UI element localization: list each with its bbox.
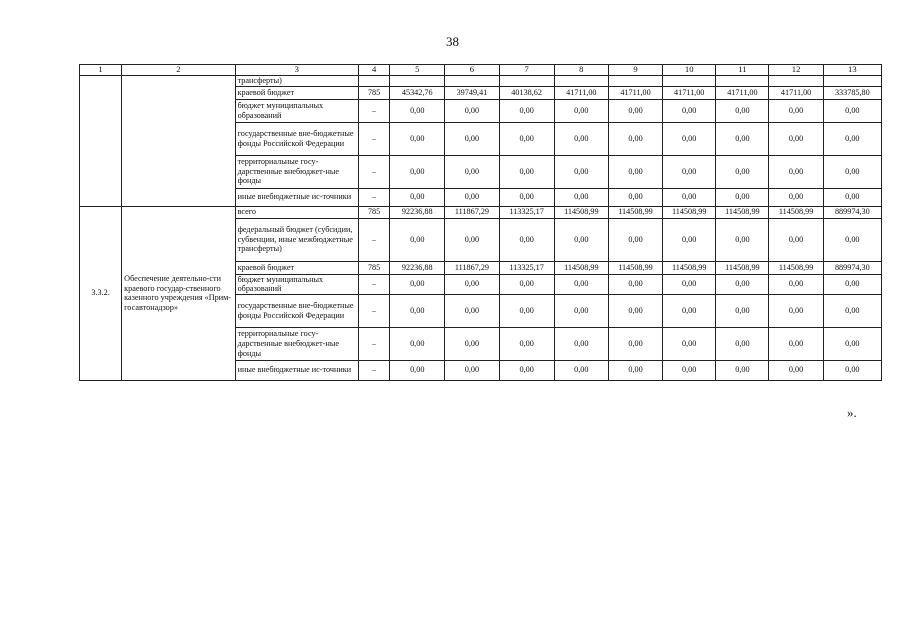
amount-cell: 0,00 <box>554 188 608 206</box>
amount-cell: 0,00 <box>554 327 608 360</box>
amount-cell: 0,00 <box>823 155 881 188</box>
item-name-cell: Обеспечение деятельно-сти краевого государ-ственного казенного учреждения «Прим-госавтонадзор» <box>122 206 235 380</box>
budget-code-cell: – <box>359 294 390 327</box>
amount-cell: 0,00 <box>608 218 662 261</box>
amount-cell: 114508,99 <box>769 206 823 218</box>
amount-cell: 0,00 <box>663 188 716 206</box>
amount-cell: 0,00 <box>608 155 662 188</box>
amount-cell: 0,00 <box>823 122 881 155</box>
amount-cell: 0,00 <box>769 327 823 360</box>
amount-cell <box>716 76 769 87</box>
amount-cell: 114508,99 <box>716 261 769 274</box>
column-number-cell: 5 <box>390 65 445 76</box>
amount-cell <box>823 76 881 87</box>
amount-cell: 0,00 <box>499 155 554 188</box>
amount-cell <box>554 76 608 87</box>
amount-cell: 0,00 <box>390 218 445 261</box>
amount-cell: 0,00 <box>390 188 445 206</box>
amount-cell: 111867,29 <box>445 261 499 274</box>
budget-code-cell: 785 <box>359 206 390 218</box>
amount-cell: 0,00 <box>663 294 716 327</box>
amount-cell: 0,00 <box>716 155 769 188</box>
amount-cell: 0,00 <box>716 218 769 261</box>
amount-cell: 0,00 <box>663 155 716 188</box>
amount-cell: 45342,76 <box>390 86 445 99</box>
amount-cell: 114508,99 <box>554 206 608 218</box>
budget-code-cell: – <box>359 360 390 380</box>
amount-cell: 0,00 <box>554 155 608 188</box>
funding-source-cell: краевой бюджет <box>235 86 358 99</box>
funding-source-cell: иные внебюджетные ис-точники <box>235 188 358 206</box>
budget-code-cell: – <box>359 327 390 360</box>
amount-cell: 0,00 <box>716 360 769 380</box>
amount-cell: 0,00 <box>823 360 881 380</box>
amount-cell: 0,00 <box>499 360 554 380</box>
amount-cell: 0,00 <box>445 99 499 122</box>
column-number-cell: 1 <box>80 65 122 76</box>
amount-cell: 114508,99 <box>663 206 716 218</box>
budget-code-cell: – <box>359 274 390 294</box>
amount-cell: 0,00 <box>445 218 499 261</box>
amount-cell: 0,00 <box>390 327 445 360</box>
amount-cell: 114508,99 <box>716 206 769 218</box>
amount-cell: 0,00 <box>445 155 499 188</box>
amount-cell: 0,00 <box>663 122 716 155</box>
amount-cell: 0,00 <box>445 122 499 155</box>
amount-cell <box>499 76 554 87</box>
table-body <box>80 65 882 381</box>
amount-cell <box>445 76 499 87</box>
amount-cell: 0,00 <box>716 327 769 360</box>
page-number: 38 <box>446 34 459 49</box>
amount-cell: 0,00 <box>608 99 662 122</box>
amount-cell: 0,00 <box>390 360 445 380</box>
amount-cell: 0,00 <box>716 188 769 206</box>
amount-cell: 0,00 <box>554 99 608 122</box>
amount-cell: 0,00 <box>390 294 445 327</box>
item-number-cell: 3.3.2. <box>80 206 122 380</box>
amount-cell: 0,00 <box>608 188 662 206</box>
amount-cell: 41711,00 <box>663 86 716 99</box>
column-number-cell: 3 <box>235 65 358 76</box>
amount-cell: 0,00 <box>608 327 662 360</box>
amount-cell: 0,00 <box>390 122 445 155</box>
budget-code-cell: – <box>359 218 390 261</box>
budget-table <box>79 64 882 381</box>
amount-cell: 0,00 <box>769 122 823 155</box>
column-number-cell: 4 <box>359 65 390 76</box>
amount-cell: 0,00 <box>554 274 608 294</box>
budget-code-cell: – <box>359 122 390 155</box>
amount-cell: 0,00 <box>716 122 769 155</box>
amount-cell: 41711,00 <box>769 86 823 99</box>
amount-cell: 41711,00 <box>608 86 662 99</box>
amount-cell: 0,00 <box>663 274 716 294</box>
closing-quote-mark: ». <box>847 405 857 420</box>
amount-cell: 0,00 <box>823 218 881 261</box>
amount-cell: 0,00 <box>499 294 554 327</box>
amount-cell: 0,00 <box>608 294 662 327</box>
column-number-cell: 11 <box>716 65 769 76</box>
amount-cell <box>608 76 662 87</box>
column-number-cell: 6 <box>445 65 499 76</box>
table-row <box>80 76 882 87</box>
amount-cell: 0,00 <box>390 274 445 294</box>
column-number-cell: 12 <box>769 65 823 76</box>
amount-cell: 114508,99 <box>608 206 662 218</box>
amount-cell: 0,00 <box>769 188 823 206</box>
amount-cell: 0,00 <box>663 218 716 261</box>
column-number-cell: 13 <box>823 65 881 76</box>
amount-cell: 92236,88 <box>390 206 445 218</box>
amount-cell: 0,00 <box>608 274 662 294</box>
amount-cell: 0,00 <box>823 294 881 327</box>
amount-cell: 0,00 <box>445 327 499 360</box>
amount-cell: 0,00 <box>716 294 769 327</box>
amount-cell: 114508,99 <box>769 261 823 274</box>
amount-cell: 113325,17 <box>499 206 554 218</box>
amount-cell: 0,00 <box>608 360 662 380</box>
amount-cell: 0,00 <box>823 99 881 122</box>
amount-cell: 113325,17 <box>499 261 554 274</box>
amount-cell: 92236,88 <box>390 261 445 274</box>
amount-cell: 0,00 <box>823 274 881 294</box>
funding-source-cell: иные внебюджетные ис-точники <box>235 360 358 380</box>
funding-source-cell: федеральный бюджет (субсидии, субвенции, иные межбюджетные трансферты) <box>235 218 358 261</box>
amount-cell: 111867,29 <box>445 206 499 218</box>
amount-cell: 0,00 <box>608 122 662 155</box>
amount-cell: 0,00 <box>390 155 445 188</box>
budget-code-cell: 785 <box>359 86 390 99</box>
amount-cell: 41711,00 <box>716 86 769 99</box>
amount-cell: 0,00 <box>499 218 554 261</box>
amount-cell: 0,00 <box>823 327 881 360</box>
amount-cell: 0,00 <box>499 122 554 155</box>
amount-cell: 0,00 <box>769 99 823 122</box>
amount-cell: 0,00 <box>769 360 823 380</box>
amount-cell: 41711,00 <box>554 86 608 99</box>
amount-cell: 0,00 <box>445 360 499 380</box>
amount-cell: 889974,30 <box>823 206 881 218</box>
item-name-cell-empty <box>122 76 235 207</box>
amount-cell: 0,00 <box>716 99 769 122</box>
budget-code-cell: – <box>359 188 390 206</box>
amount-cell: 0,00 <box>499 188 554 206</box>
amount-cell: 0,00 <box>554 360 608 380</box>
budget-code-cell: – <box>359 99 390 122</box>
funding-source-cell: краевой бюджет <box>235 261 358 274</box>
amount-cell: 0,00 <box>716 274 769 294</box>
amount-cell: 0,00 <box>663 327 716 360</box>
column-number-cell: 10 <box>663 65 716 76</box>
amount-cell <box>769 76 823 87</box>
amount-cell: 0,00 <box>769 274 823 294</box>
amount-cell: 0,00 <box>769 155 823 188</box>
funding-source-cell: государственные вне-бюджетные фонды Российской Федерации <box>235 294 358 327</box>
budget-code-cell: – <box>359 155 390 188</box>
item-number-cell-empty <box>80 76 122 207</box>
amount-cell: 0,00 <box>769 294 823 327</box>
amount-cell: 0,00 <box>499 274 554 294</box>
table-row <box>80 206 882 218</box>
amount-cell: 39749,41 <box>445 86 499 99</box>
funding-source-cell: трансферты) <box>235 76 358 87</box>
funding-source-cell: бюджет муниципальных образований <box>235 99 358 122</box>
column-number-cell: 2 <box>122 65 235 76</box>
funding-source-cell: бюджет муниципальных образований <box>235 274 358 294</box>
amount-cell: 0,00 <box>445 274 499 294</box>
amount-cell: 114508,99 <box>554 261 608 274</box>
amount-cell: 0,00 <box>823 188 881 206</box>
amount-cell: 0,00 <box>554 218 608 261</box>
column-number-cell: 9 <box>608 65 662 76</box>
funding-source-cell: территориальные госу-дарственные внебюджет-ные фонды <box>235 327 358 360</box>
amount-cell: 0,00 <box>769 218 823 261</box>
amount-cell: 333785,80 <box>823 86 881 99</box>
budget-code-cell <box>359 76 390 87</box>
funding-source-cell: государственные вне-бюджетные фонды Российской Федерации <box>235 122 358 155</box>
funding-source-cell: всего <box>235 206 358 218</box>
amount-cell: 0,00 <box>445 188 499 206</box>
amount-cell: 114508,99 <box>608 261 662 274</box>
amount-cell: 0,00 <box>499 327 554 360</box>
column-number-row <box>80 65 882 76</box>
amount-cell: 0,00 <box>499 99 554 122</box>
column-number-cell: 7 <box>499 65 554 76</box>
amount-cell <box>390 76 445 87</box>
amount-cell <box>663 76 716 87</box>
budget-code-cell: 785 <box>359 261 390 274</box>
amount-cell: 0,00 <box>663 99 716 122</box>
amount-cell: 0,00 <box>554 122 608 155</box>
amount-cell: 889974,30 <box>823 261 881 274</box>
amount-cell: 0,00 <box>663 360 716 380</box>
amount-cell: 0,00 <box>445 294 499 327</box>
funding-source-cell: территориальные госу-дарственные внебюджет-ные фонды <box>235 155 358 188</box>
amount-cell: 0,00 <box>554 294 608 327</box>
amount-cell: 0,00 <box>390 99 445 122</box>
amount-cell: 114508,99 <box>663 261 716 274</box>
column-number-cell: 8 <box>554 65 608 76</box>
amount-cell: 40138,62 <box>499 86 554 99</box>
